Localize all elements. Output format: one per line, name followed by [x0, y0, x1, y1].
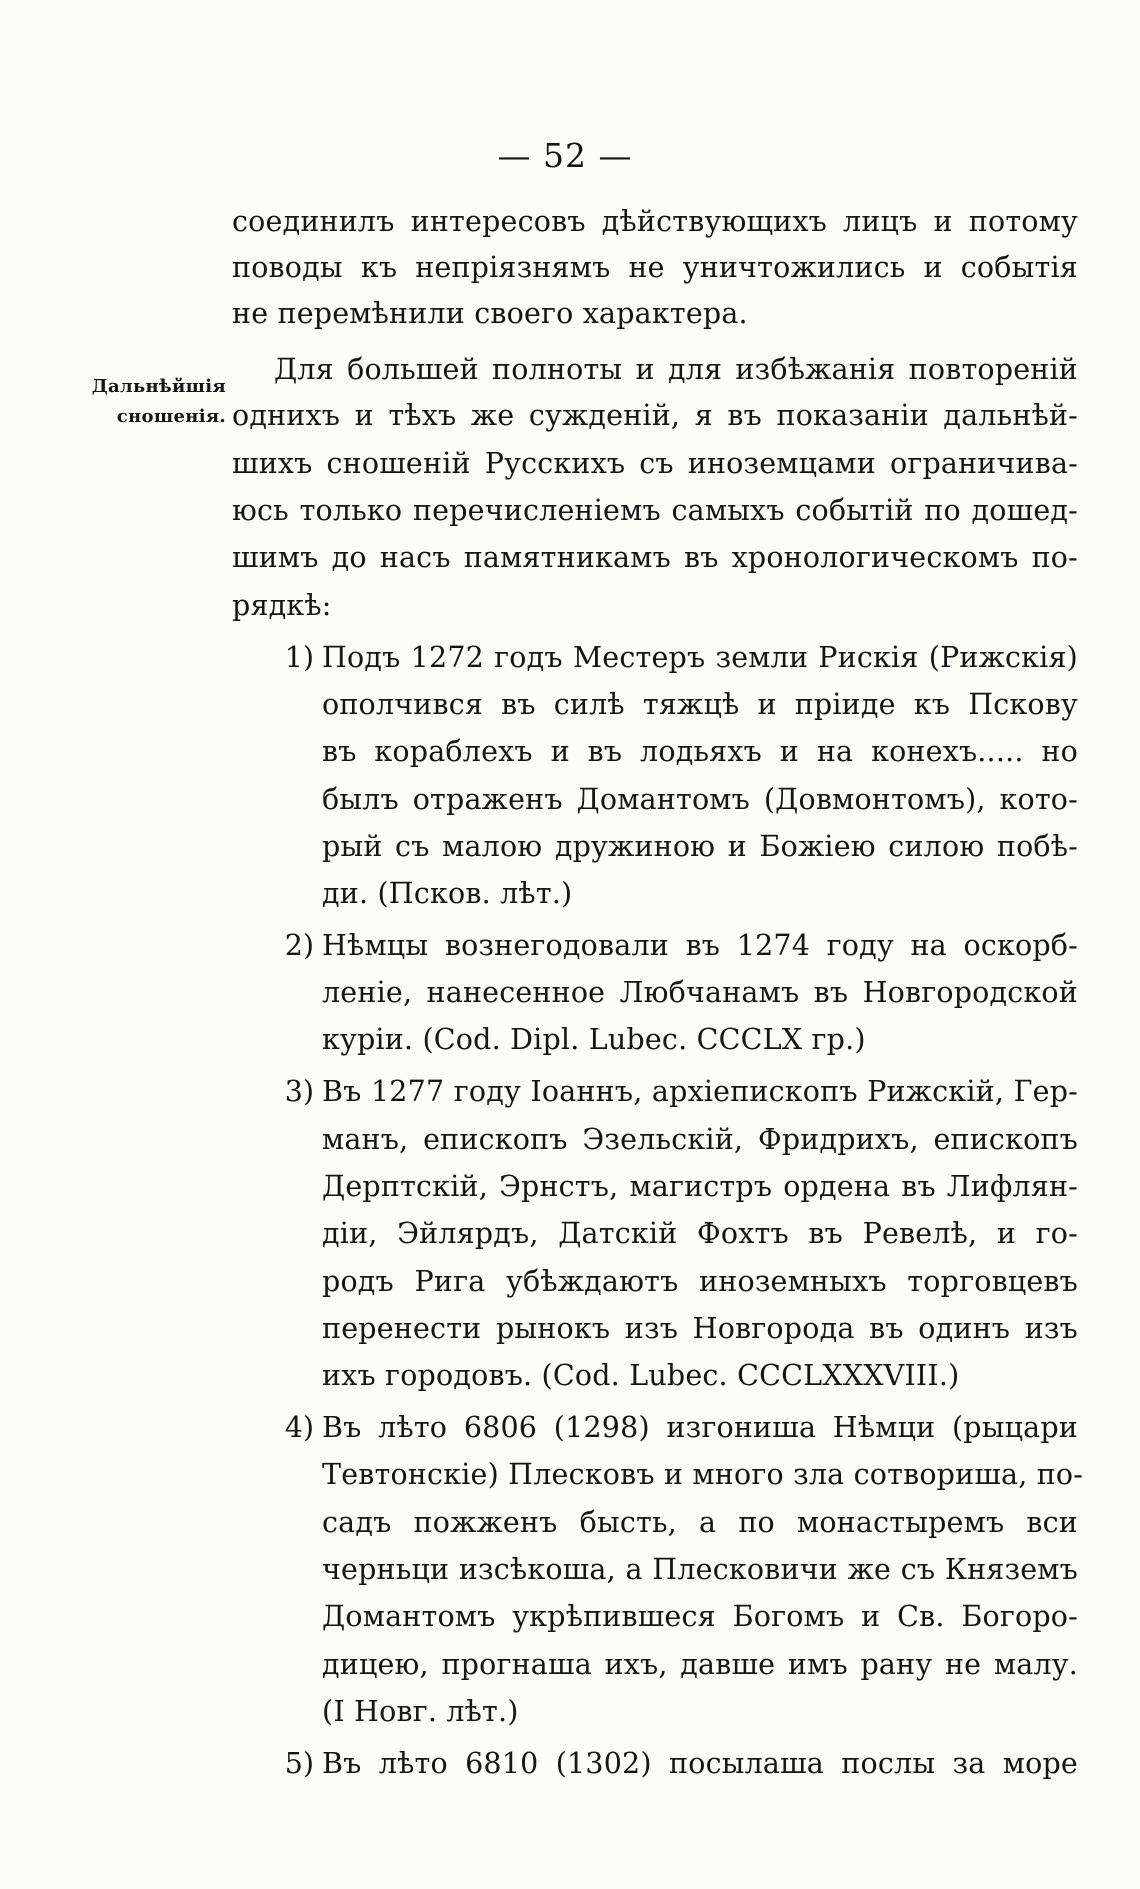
list-item-line: леніе, нанесенное Любчанамъ въ Новгородской: [322, 976, 1078, 1009]
paragraph-line: шимъ до насъ памятникамъ въ хронологическомъ по-: [232, 541, 1078, 574]
list-item-line: родъ Рига убѣждаютъ иноземныхъ торговцевъ: [322, 1265, 1078, 1298]
list-item-line: (I Новг. лѣт.): [322, 1695, 519, 1728]
list-item-line: Нѣмцы вознегодовали въ 1274 году на оскорб-: [322, 929, 1078, 962]
list-item-line: былъ отраженъ Домантомъ (Довмонтомъ), кото-: [322, 783, 1078, 816]
list-item-line: черньци изсѣкоша, а Плесковичи же съ Княземъ: [322, 1553, 1078, 1586]
list-item-line: рый съ малою дружиною и Божіею силою побѣ-: [322, 830, 1078, 863]
intro-line: поводы къ непріязнямъ не уничтожились и событія: [232, 251, 1078, 284]
list-item-line: Въ 1277 году Іоаннъ, архіепископъ Рижскій, Гер-: [322, 1075, 1078, 1108]
list-item-line: Въ лѣто 6810 (1302) посылаша послы за море: [322, 1747, 1078, 1780]
list-item-line: садъ пожженъ бысть, а по монастыремъ вси: [322, 1506, 1078, 1539]
list-item-line: Въ лѣто 6806 (1298) изгониша Нѣмци (рыцари: [322, 1411, 1078, 1444]
list-item-number: 2): [284, 929, 314, 962]
list-item-line: діи, Эйлярдъ, Датскій Фохтъ въ Ревелѣ, и го-: [322, 1217, 1078, 1250]
list-item-number: 3): [284, 1075, 314, 1108]
paragraph-line: Для большей полноты и для избѣжанія повтореній: [274, 353, 1078, 386]
intro-line: соединилъ интересовъ дѣйствующихъ лицъ и потому: [232, 205, 1078, 238]
list-item-line: ополчився въ силѣ тяжцѣ и пріиде къ Пскову: [322, 688, 1078, 721]
paragraph-line: шихъ сношеній Русскихъ съ иноземцами ограничива-: [232, 447, 1078, 480]
list-item-line: Тевтонскіе) Плесковъ и много зла сотвориша, по-: [322, 1458, 1084, 1491]
list-item-line: дицею, прогнаша ихъ, давше имъ рану не малу.: [322, 1648, 1078, 1681]
list-item-line: манъ, епископъ Эзельскій, Фридрихъ, епископъ: [322, 1123, 1078, 1156]
list-item-number: 5): [284, 1747, 314, 1780]
margin-note-line: Дальнѣйшія: [91, 376, 226, 397]
intro-line: не перемѣнили своего характера.: [232, 297, 748, 330]
paragraph-line: рядкѣ:: [232, 589, 332, 622]
list-item-line: ихъ городовъ. (Cod. Lubec. CCCLXXXVIII.): [322, 1359, 960, 1392]
paragraph-line: однихъ и тѣхъ же сужденій, я въ показаніи дальнѣй-: [232, 399, 1078, 432]
page-number: — 52 —: [497, 136, 633, 175]
list-item-line: ди. (Псков. лѣт.): [322, 877, 573, 910]
margin-note-line: сношенія.: [116, 406, 226, 427]
list-item-line: куріи. (Cod. Dipl. Lubec. CCCLX гр.): [322, 1023, 866, 1056]
list-item-line: Дерптскій, Эрнстъ, магистръ ордена въ Лифлян-: [322, 1170, 1078, 1203]
list-item-line: въ кораблехъ и въ лодьяхъ и на конехъ..... но: [322, 735, 1078, 768]
list-item-line: Домантомъ укрѣпившеся Богомъ и Св. Богоро-: [322, 1600, 1078, 1633]
list-item-number: 1): [284, 641, 314, 674]
paragraph-line: юсь только перечисленіемъ самыхъ событій по дошед-: [232, 494, 1078, 527]
margin-note: [60, 372, 226, 432]
list-item-line: Подъ 1272 годъ Местеръ земли Рискія (Рижскія): [322, 641, 1078, 674]
list-item-line: перенести рынокъ изъ Новгорода въ одинъ изъ: [322, 1312, 1078, 1345]
list-item-number: 4): [284, 1411, 314, 1444]
